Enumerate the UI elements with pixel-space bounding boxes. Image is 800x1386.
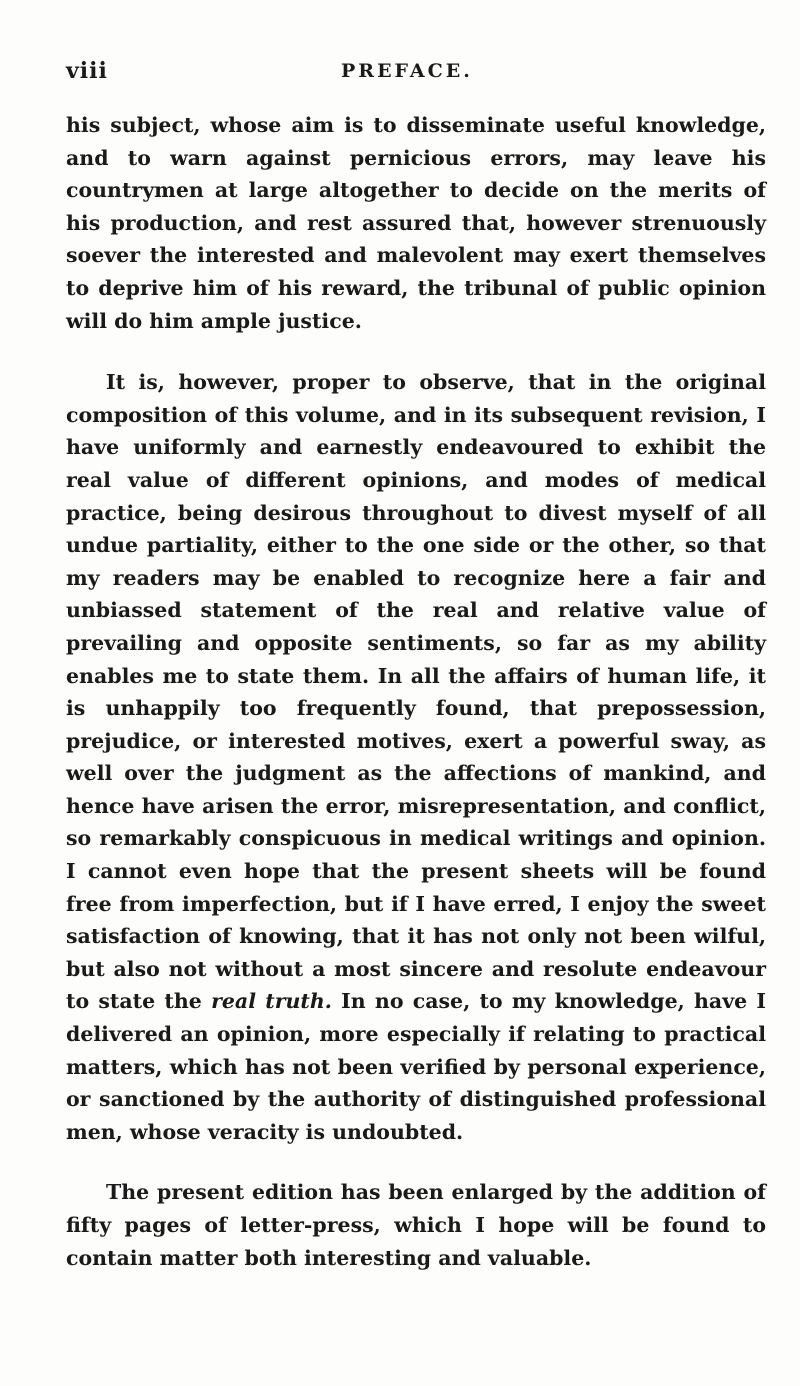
paragraph-2-text-continued: In no case, to my knowledge, have I delivered an opinion, more especially if relating to practical matters, which has not been verified by personal experience, or sanctioned by the authority of distinguished professional men, whose veracity is undoubted.	[66, 989, 766, 1144]
paragraph-1: his subject, whose aim is to disseminate useful knowledge, and to warn against pernicious errors, may leave his countrymen at large altogether to decide on the merits of his production, and rest assured that, however strenuously soever the interested and malevolent may exert themselves to deprive him of his reward, the tribunal of public opinion will do him ample justice.	[66, 113, 766, 333]
emphasis-real-truth: real truth.	[211, 989, 332, 1014]
page-header	[66, 58, 766, 88]
paragraph-2-text: It is, however, proper to observe, that in the original composition of this volume, and in its subsequent revision, I have uniformly and earnestly endeavoured to exhibit the real value of different opinions, and modes of medical practice, being desirous throughout to divest myself of all undue partiality, either to the one side or the other, so that my readers may be enabled to recognize here a fair and unbiassed statement of the real and relative value of prevailing and opposite sentiments, so far as my ability enables me to state them. In all the affairs of human life, it is unhappily too frequently found, that prepossession, prejudice, or interested motives, exert a powerful sway, as well over the judgment as the affections of mankind, and hence have arisen the error, misrepresentation, and conflict, so remarkably conspicuous in medical writings and opinion. I cannot even hope that the present sheets will be found free from imperfection, but if I have erred, I enjoy the sweet satisfaction of knowing, that it has not only not been wilful, but also not without a most sincere and resolute endeavour to state the	[66, 370, 766, 1014]
paragraph-2	[66, 366, 766, 1148]
body-text	[66, 109, 766, 1274]
page-number: viii	[66, 58, 108, 84]
running-head: PREFACE.	[341, 60, 473, 82]
paragraph-3: The present edition has been enlarged by the addition of fifty pages of letter-press, which I hope will be found to contain matter both interesting and valuable.	[66, 1180, 766, 1270]
